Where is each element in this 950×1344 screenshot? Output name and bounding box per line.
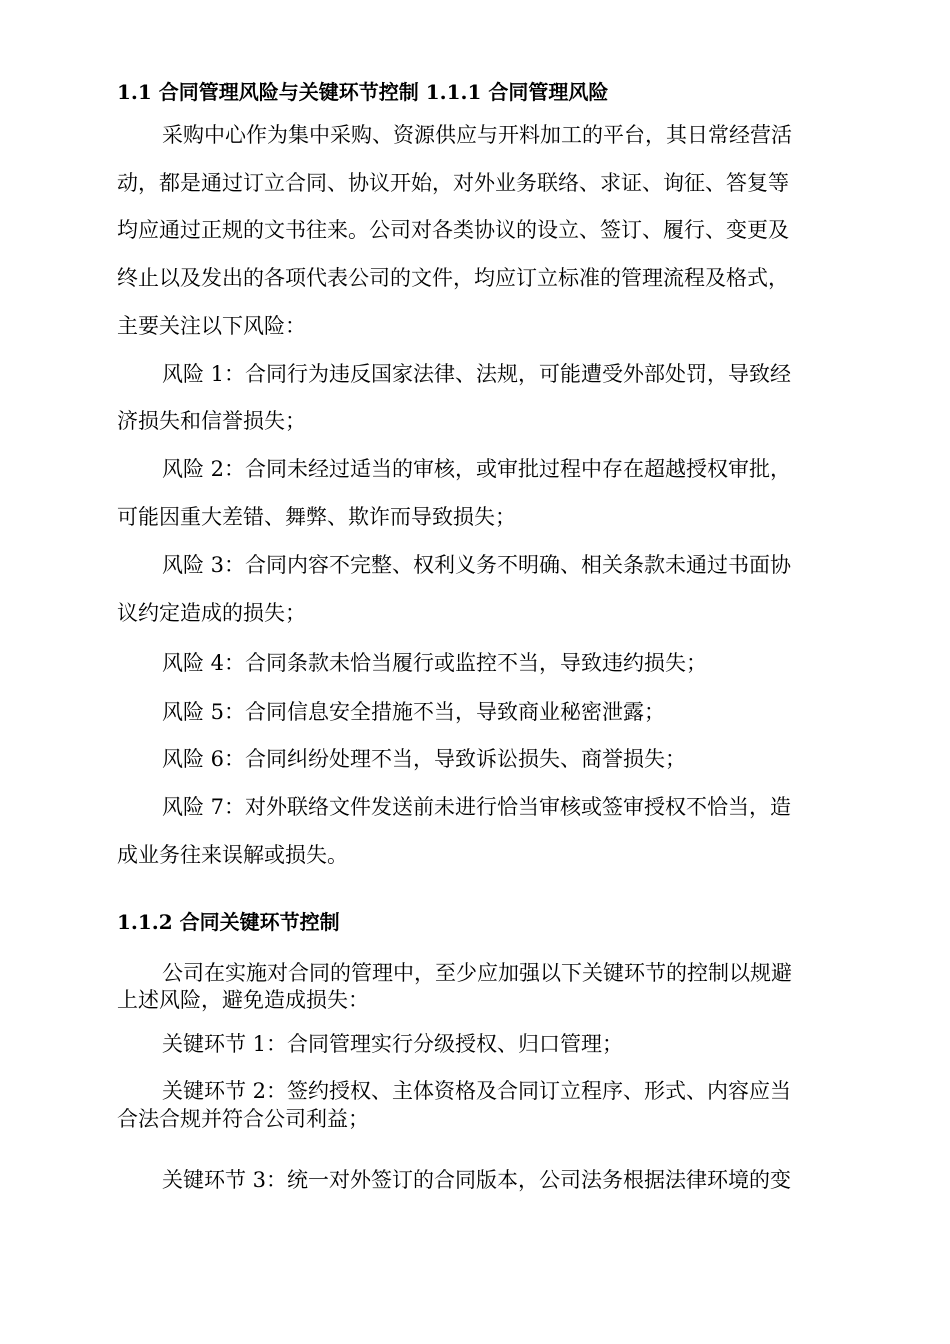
paragraph-line: 动，都是通过订立合同、协议开始，对外业务联络、求证、询征、答复等 — [117, 171, 789, 195]
paragraph-line: 主要关注以下风险： — [117, 314, 306, 338]
paragraph-line: 公司在实施对合同的管理中，至少应加强以下关键环节的控制以规避 — [162, 961, 792, 985]
key-point-1-line: 关键环节 1：合同管理实行分级授权、归口管理； — [162, 1032, 624, 1056]
risk-4-line: 风险 4：合同条款未恰当履行或监控不当，导致违约损失； — [162, 651, 708, 675]
paragraph-line: 上述风险，避免造成损失： — [117, 988, 369, 1012]
risk-7-line: 风险 7：对外联络文件发送前未进行恰当审核或签审授权不恰当，造 — [162, 795, 792, 819]
paragraph-line: 终止以及发出的各项代表公司的文件，均应订立标准的管理流程及格式， — [117, 266, 789, 290]
key-point-2-line: 关键环节 2：签约授权、主体资格及合同订立程序、形式、内容应当 — [162, 1079, 792, 1103]
risk-2-line: 可能因重大差错、舞弊、欺诈而导致损失； — [117, 505, 516, 529]
risk-3-line: 议约定造成的损失； — [117, 601, 306, 625]
key-point-3-line: 关键环节 3：统一对外签订的合同版本，公司法务根据法律环境的变 — [162, 1168, 792, 1192]
risk-2-line: 风险 2：合同未经过适当的审核，或审批过程中存在超越授权审批， — [162, 457, 792, 481]
paragraph-line: 采购中心作为集中采购、资源供应与开料加工的平台，其日常经营活 — [162, 123, 792, 147]
heading-key-controls: 1.1.2 合同关键环节控制 — [117, 910, 340, 934]
key-point-2-line: 合法合规并符合公司利益； — [117, 1107, 369, 1131]
risk-5-line: 风险 5：合同信息安全措施不当，导致商业秘密泄露； — [162, 700, 666, 724]
heading-contract-risk: 1.1 合同管理风险与关键环节控制 1.1.1 合同管理风险 — [117, 80, 609, 104]
risk-6-line: 风险 6：合同纠纷处理不当，导致诉讼损失、商誉损失； — [162, 747, 687, 771]
paragraph-line: 均应通过正规的文书往来。公司对各类协议的设立、签订、履行、变更及 — [117, 218, 789, 242]
risk-1-line: 风险 1：合同行为违反国家法律、法规，可能遭受外部处罚，导致经 — [162, 362, 792, 386]
risk-7-line: 成业务往来误解或损失。 — [117, 843, 348, 867]
risk-3-line: 风险 3：合同内容不完整、权利义务不明确、相关条款未通过书面协 — [162, 553, 792, 577]
risk-1-line: 济损失和信誉损失； — [117, 409, 306, 433]
